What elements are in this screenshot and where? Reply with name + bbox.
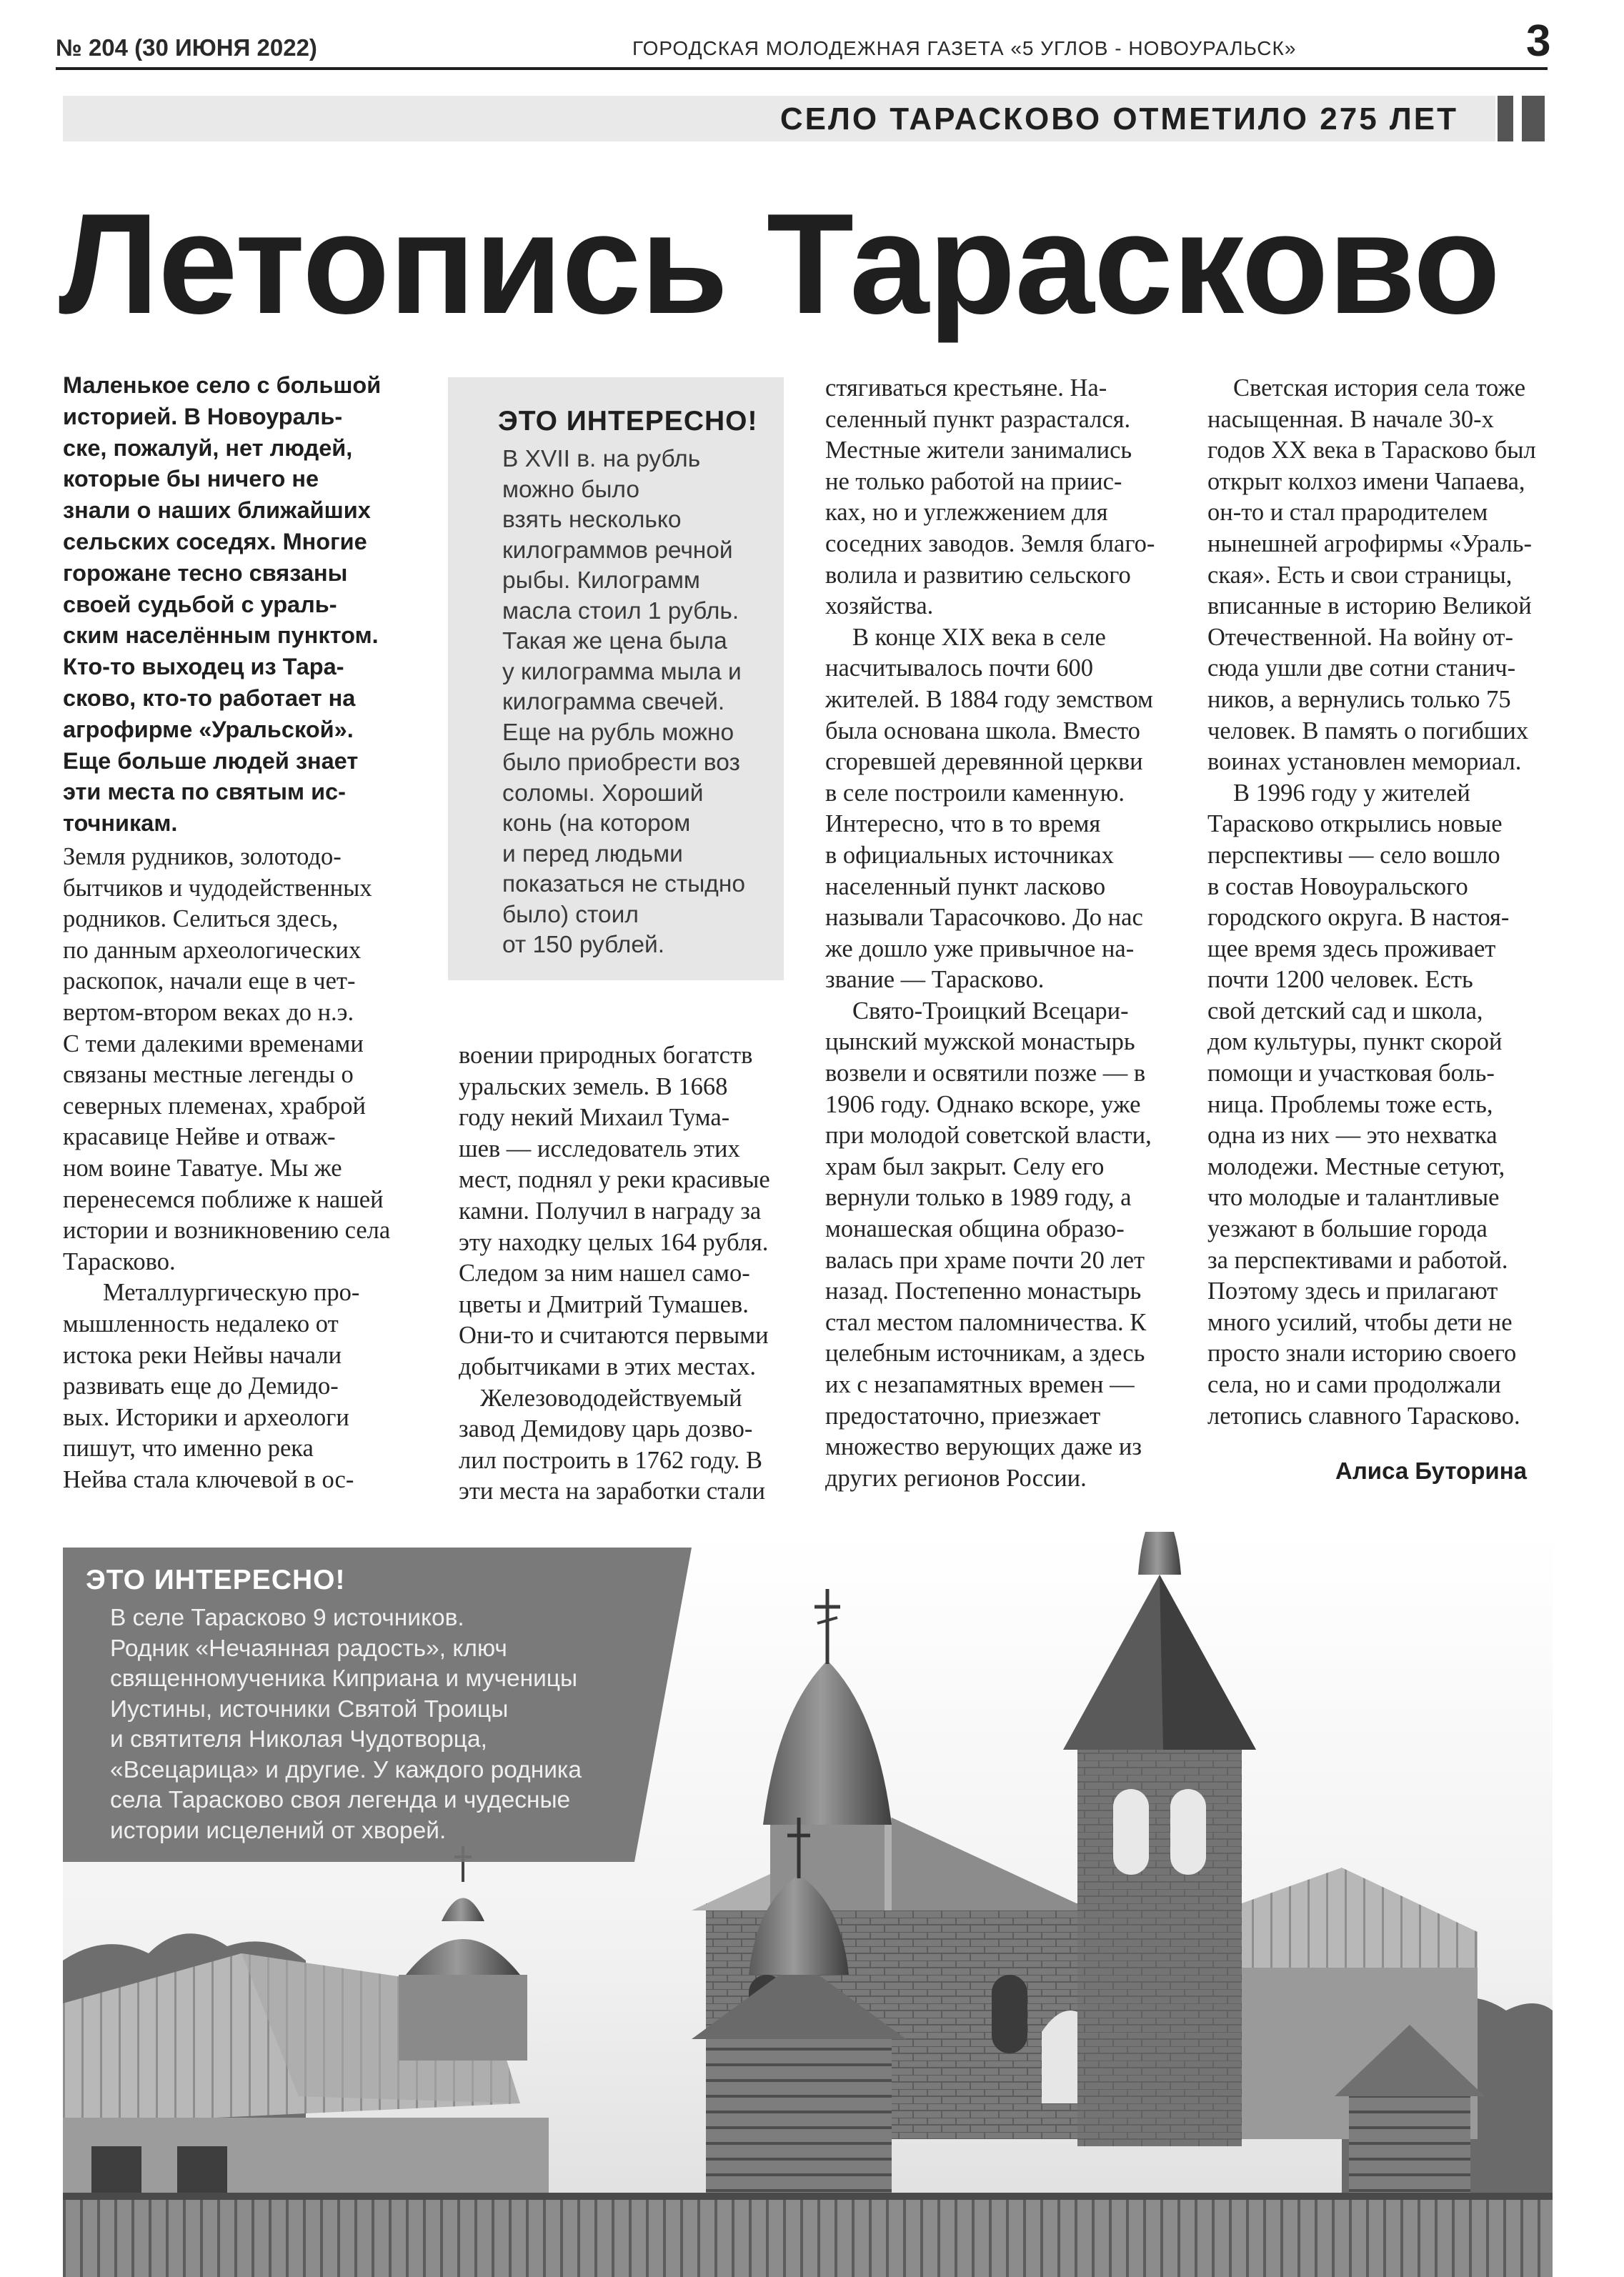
info-box-title: ЭТО ИНТЕРЕСНО! (498, 406, 758, 437)
banner-line: села Тарасково своя легенда и чудесные (110, 1787, 571, 1813)
text-line: свой детский сад и школа, (1207, 997, 1483, 1025)
text-line: родников. Селиться здесь, (63, 905, 339, 933)
info-box-text (502, 444, 777, 961)
lead-line: агрофирме «Уральской». (63, 716, 354, 742)
text-line: истории и возникновению села (63, 1217, 391, 1245)
text-line: нынешней агрофирмы «Ураль- (1207, 529, 1532, 557)
rubric-marker (1498, 96, 1513, 141)
text-line: пишут, что именно река (63, 1435, 314, 1463)
info-box-line: было приобрести воз (502, 749, 740, 776)
banner-line: В селе Тарасково 9 источников. (110, 1605, 464, 1631)
text-line: ном воине Таватуе. Мы же (63, 1154, 342, 1182)
text-line: уезжают в большие города (1207, 1215, 1488, 1243)
text-line: что молодые и талантливые (1207, 1184, 1500, 1212)
text-line: их с незапамятных времен — (825, 1371, 1135, 1398)
text-line: стягиваться крестьяне. На- (825, 374, 1107, 402)
text-line: раскопок, начали еще в чет- (63, 967, 356, 995)
newspaper-name: ГОРОДСКАЯ МОЛОДЕЖНАЯ ГАЗЕТА «5 УГЛОВ - НОВОУРАЛЬСК» (632, 37, 1297, 59)
text-line: ская». Есть и свои страницы, (1207, 561, 1513, 589)
text-line: ников, а вернулись только 75 (1207, 685, 1511, 713)
text-line: цветы и Дмитрий Тумашев. (459, 1290, 749, 1318)
text-line: уральских земель. В 1668 (459, 1072, 728, 1100)
text-line: вых. Историки и археологи (63, 1403, 349, 1431)
lead-line: Кто-то выходец из Тара- (63, 654, 344, 680)
banner-text (110, 1603, 653, 1846)
text-line: вертом-втором веках до н.э. (63, 998, 354, 1026)
text-line: соседних заводов. Земля благо- (825, 529, 1155, 557)
author-signature: Алиса Буторина (1335, 1458, 1527, 1484)
info-box-line: Такая же цена была (502, 628, 727, 654)
text-line: почти 1200 человек. Есть (1207, 966, 1473, 994)
text-line: за перспективами и работой. (1207, 1246, 1508, 1274)
text-line: предостаточно, приезжает (825, 1402, 1101, 1430)
lead-line: Еще больше людей знает (63, 747, 359, 774)
lead-line: сково, кто-то работает на (63, 684, 356, 711)
text-line: дом культуры, пункт скорой (1207, 1028, 1503, 1056)
article-lead (63, 370, 413, 839)
banner-line: «Всецарица» и другие. У каждого родника (110, 1756, 582, 1783)
info-box-line: от 150 рублей. (502, 932, 665, 958)
text-line: назад. Постепенно монастырь (825, 1277, 1142, 1305)
lead-line: Маленькое село с большой (63, 372, 382, 398)
text-line: эти места на заработки стали (459, 1478, 766, 1505)
text-line: не только работой на приис- (825, 467, 1122, 495)
text-line: Поэтому здесь и прилагают (1207, 1277, 1498, 1305)
text-line: же дошло уже привычное на- (825, 935, 1135, 962)
info-box-line: показаться не стыдно (502, 871, 745, 897)
info-box-line: соломы. Хороший (502, 779, 704, 807)
text-line: В конце XIX века в селе (852, 623, 1106, 651)
text-line: в официальных источниках (825, 841, 1114, 869)
text-line: насыщенная. В начале 30-х (1207, 405, 1494, 433)
page-number: 3 (1526, 16, 1551, 66)
article-headline: Летопись Тарасково (59, 184, 1500, 344)
banner-title: ЭТО ИНТЕРЕСНО! (86, 1565, 346, 1595)
lead-line: своей судьбой с ураль- (63, 591, 337, 617)
info-box (448, 377, 784, 980)
text-line: Интересно, что в то время (825, 810, 1101, 838)
lead-line: сельских соседях. Многие (63, 528, 367, 554)
info-box-line: килограмма свечей. (502, 689, 725, 715)
info-box-line: было) стоил (502, 901, 639, 928)
text-line: хозяйства. (825, 592, 934, 620)
text-line: бытчиков и чудодейственных (63, 874, 372, 902)
text-line: перспективы — село вошло (1207, 841, 1500, 869)
text-line: лил построить в 1762 году. В (459, 1446, 763, 1474)
lead-line: горожане тесно связаны (63, 559, 348, 586)
text-line: селенный пункт разрастался. (825, 405, 1131, 433)
text-line: связаны местные легенды о (63, 1061, 354, 1089)
text-line: Следом за ним нашел само- (459, 1260, 750, 1287)
text-line: вернули только в 1989 году, а (825, 1184, 1132, 1212)
text-line: перенесемся поближе к нашей (63, 1185, 384, 1213)
issue-date: № 204 (30 ИЮНЯ 2022) (56, 34, 317, 61)
lead-line: которые бы ничего не (63, 466, 319, 492)
info-box-line: Еще на рубль можно (502, 719, 734, 746)
lead-line: эти места по святым ис- (63, 779, 346, 805)
text-line: других регионов России. (825, 1464, 1087, 1492)
info-box-line: взять несколько (502, 507, 682, 533)
text-line: помощи и участковая боль- (1207, 1060, 1495, 1087)
text-line: сюда ушли две сотни станич- (1207, 654, 1516, 682)
lead-line: точникам. (63, 810, 178, 837)
text-line: в селе построили каменную. (825, 779, 1125, 807)
info-box-line: килограммов речной (502, 537, 733, 564)
text-line: Тарасково открылись новые (1207, 810, 1503, 838)
text-line: молодежи. Местные сетуют, (1207, 1152, 1505, 1180)
text-line: щее время здесь проживает (1207, 935, 1496, 962)
banner-line: истории исцелений от хворей. (110, 1817, 447, 1844)
text-line: одна из них — это нехватка (1207, 1122, 1498, 1150)
text-line: мышленность недалеко от (63, 1310, 339, 1337)
text-line: сгоревшей деревянной церкви (825, 748, 1143, 776)
text-line: шев — исследователь этих (459, 1135, 740, 1162)
text-line: ках, но и углежжением для (825, 499, 1108, 527)
info-box-line: В XVII в. на рубль (502, 446, 701, 472)
text-line: эту находку целых 164 рубля. (459, 1228, 769, 1256)
info-box-line: конь (на котором (502, 810, 691, 837)
text-line: цынский мужской монастырь (825, 1028, 1135, 1056)
text-line: добытчиками в этих местах. (459, 1352, 757, 1380)
header-rule (56, 67, 1548, 70)
text-line: летопись славного Тарасково. (1207, 1402, 1520, 1430)
text-line: 1906 году. Однако вскоре, уже (825, 1090, 1141, 1118)
banner-line: Родник «Нечаянная радость», ключ (110, 1635, 507, 1662)
text-line: завод Демидову царь дозво- (459, 1415, 753, 1443)
text-line: стал местом паломничества. К (825, 1308, 1147, 1336)
text-line: возвели и освятили позже — в (825, 1060, 1146, 1087)
text-line: годов XX века в Тарасково был (1207, 437, 1536, 464)
text-line: много усилий, чтобы дети не (1207, 1308, 1513, 1336)
text-line: северных племенах, храброй (63, 1092, 366, 1120)
text-line: села, но и сами продолжали (1207, 1371, 1501, 1398)
text-line: храм был закрыт. Селу его (825, 1152, 1105, 1180)
text-line: жителей. В 1884 году земством (825, 685, 1153, 713)
text-line: В 1996 году у жителей (1233, 779, 1470, 807)
text-line: Металлургическую про- (103, 1279, 360, 1307)
text-line: Они-то и считаются первыми (459, 1322, 769, 1350)
text-line: звание — Тарасково. (825, 966, 1045, 994)
info-box-line: можно было (502, 476, 639, 503)
text-line: красавице Нейве и отваж- (63, 1123, 336, 1151)
rubric-marker (1522, 96, 1545, 141)
text-line: развивать еще до Демидо- (63, 1372, 339, 1400)
lead-line: знали о наших ближайших (63, 497, 371, 524)
text-line: городского округа. В настоя- (1207, 904, 1510, 932)
text-line: валась при храме почти 20 лет (825, 1246, 1145, 1274)
text-line: целебным источникам, а здесь (825, 1340, 1145, 1367)
article-column-4 (1207, 373, 1558, 1432)
info-box-line: у килограмма мыла и (502, 658, 742, 685)
text-line: по данным археологических (63, 936, 362, 964)
banner-line: и святителя Николая Чудотворца, (110, 1726, 487, 1753)
banner-line: священномученика Киприана и мученицы (110, 1665, 578, 1692)
article-column-2 (459, 1040, 794, 1508)
banner-line: Иустины, источники Святой Троицы (110, 1695, 509, 1723)
article-column-3 (825, 373, 1175, 1494)
photo-info-banner (63, 1548, 692, 1862)
text-line: году некий Михаил Тума- (459, 1104, 730, 1132)
lead-line: историей. В Новоураль- (63, 403, 343, 429)
text-line: волила и развитию сельского (825, 561, 1131, 589)
text-line: истока реки Нейвы начали (63, 1341, 342, 1369)
text-line: Светская история села тоже (1233, 374, 1526, 402)
lead-line: ским населённым пунктом. (63, 622, 379, 649)
text-line: просто знали историю своего (1207, 1340, 1517, 1367)
text-line: воении природных богатств (459, 1042, 753, 1069)
lead-line: ске, пожалуй, нет людей, (63, 434, 353, 461)
text-line: Нейва стала ключевой в ос- (63, 1465, 354, 1493)
text-line: С теми далекими временами (63, 1030, 364, 1057)
text-line: Железовододействуемый (480, 1384, 742, 1412)
text-line: открыт колхоз имени Чапаева, (1207, 467, 1525, 495)
info-box-line: рыбы. Килограмм (502, 567, 700, 594)
text-line: монашеская община образо- (825, 1215, 1125, 1243)
text-line: Земля рудников, золотодо- (63, 843, 342, 870)
text-line: вписанные в историю Великой (1207, 592, 1532, 620)
text-line: ница. Проблемы тоже есть, (1207, 1090, 1493, 1118)
text-line: Отечественной. На войну от- (1207, 623, 1513, 651)
text-line: называли Тарасочково. До нас (825, 904, 1143, 932)
article-column-1 (63, 842, 420, 1495)
text-line: он-то и стал прародителем (1207, 499, 1488, 527)
text-line: воинах установлен мемориал. (1207, 748, 1522, 776)
text-line: в состав Новоуральского (1207, 872, 1468, 900)
info-box-line: и перед людьми (502, 840, 683, 867)
text-line: населенный пункт ласково (825, 872, 1106, 900)
text-line: мест, поднял у реки красивые (459, 1166, 770, 1194)
text-line: Тарасково. (63, 1247, 176, 1275)
text-line: Свято-Троицкий Всецари- (852, 997, 1129, 1025)
text-line: множество верующих даже из (825, 1433, 1142, 1461)
info-box-line: масла стоил 1 рубль. (502, 597, 739, 624)
text-line: человек. В память о погибших (1207, 717, 1529, 744)
text-line: Местные жители занимались (825, 437, 1132, 464)
text-line: при молодой советской власти, (825, 1122, 1152, 1150)
text-line: насчитывалось почти 600 (825, 654, 1094, 682)
text-line: камни. Получил в награду за (459, 1197, 762, 1225)
rubric-title: СЕЛО ТАРАСКОВО ОТМЕТИЛО 275 ЛЕТ (779, 101, 1458, 136)
text-line: была основана школа. Вместо (825, 717, 1140, 744)
